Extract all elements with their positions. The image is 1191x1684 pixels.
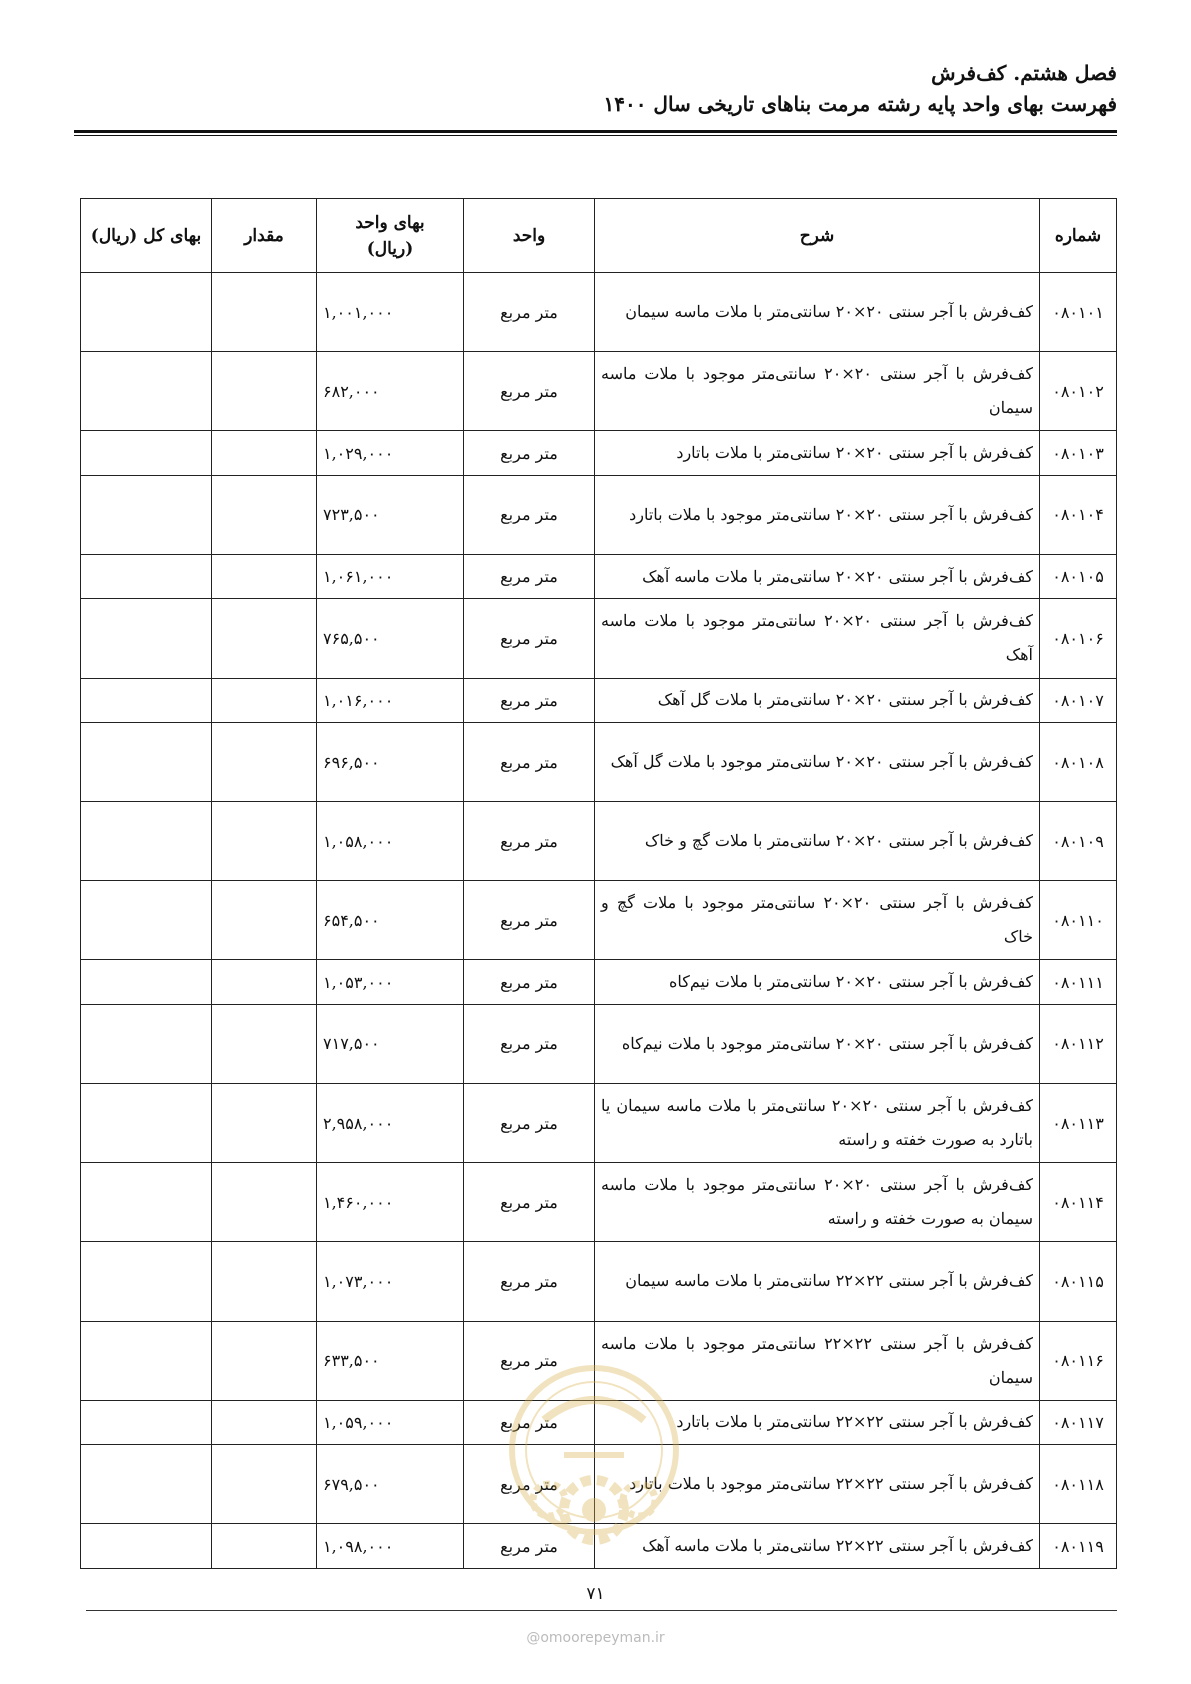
- row-code: ۰۸۰۱۱۰: [1040, 881, 1117, 960]
- row-quantity: [212, 960, 317, 1004]
- table-row: [81, 1084, 1117, 1163]
- row-total-price: [81, 352, 212, 431]
- table-row: [81, 475, 1117, 554]
- table-row: [81, 554, 1117, 598]
- row-unit: متر مربع: [464, 960, 595, 1004]
- row-code: ۰۸۰۱۰۴: [1040, 475, 1117, 554]
- table-row: [81, 352, 1117, 431]
- row-code: ۰۸۰۱۱۶: [1040, 1321, 1117, 1400]
- row-unit-price: ۱,۰۲۹,۰۰۰: [317, 431, 464, 475]
- column-header-description: شرح: [595, 199, 1040, 273]
- footer-rule: [86, 1610, 1117, 1611]
- row-unit: متر مربع: [464, 273, 595, 352]
- row-unit: متر مربع: [464, 722, 595, 801]
- row-quantity: [212, 1163, 317, 1242]
- row-quantity: [212, 1400, 317, 1444]
- row-description: کف‌فرش با آجر سنتی ۲۰×۲۰ سانتی‌متر با ملات ماسه آهک: [595, 554, 1040, 598]
- row-total-price: [81, 802, 212, 881]
- column-header-quantity: مقدار: [212, 199, 317, 273]
- row-quantity: [212, 1084, 317, 1163]
- page-header: [603, 58, 1117, 120]
- row-total-price: [81, 881, 212, 960]
- row-unit: متر مربع: [464, 599, 595, 678]
- row-unit: متر مربع: [464, 1400, 595, 1444]
- row-unit: متر مربع: [464, 431, 595, 475]
- row-total-price: [81, 431, 212, 475]
- row-description: کف‌فرش با آجر سنتی ۲۲×۲۲ سانتی‌متر با ملات ماسه سیمان: [595, 1242, 1040, 1321]
- row-unit-price: ۱,۰۵۹,۰۰۰: [317, 1400, 464, 1444]
- column-header-unit-price: [317, 199, 464, 273]
- row-quantity: [212, 599, 317, 678]
- row-unit: متر مربع: [464, 1004, 595, 1083]
- row-code: ۰۸۰۱۰۳: [1040, 431, 1117, 475]
- row-quantity: [212, 554, 317, 598]
- row-unit-price: ۶۸۲,۰۰۰: [317, 352, 464, 431]
- row-total-price: [81, 1400, 212, 1444]
- gear-seal-icon: [504, 1360, 684, 1600]
- row-description: کف‌فرش با آجر سنتی ۲۲×۲۲ سانتی‌متر موجود با ملات ماسه سیمان: [595, 1321, 1040, 1400]
- row-unit-price: ۷۱۷,۵۰۰: [317, 1004, 464, 1083]
- row-description: کف‌فرش با آجر سنتی ۲۰×۲۰ سانتی‌متر با ملات گل آهک: [595, 678, 1040, 722]
- table-row: [81, 678, 1117, 722]
- row-quantity: [212, 881, 317, 960]
- header-rule-thick: [74, 130, 1117, 133]
- row-description: کف‌فرش با آجر سنتی ۲۰×۲۰ سانتی‌متر با ملات گچ و خاک: [595, 802, 1040, 881]
- row-unit: متر مربع: [464, 1445, 595, 1524]
- row-quantity: [212, 1004, 317, 1083]
- row-description: کف‌فرش با آجر سنتی ۲۲×۲۲ سانتی‌متر با ملات باتارد: [595, 1400, 1040, 1444]
- row-unit-price: ۱,۰۰۱,۰۰۰: [317, 273, 464, 352]
- row-total-price: [81, 1242, 212, 1321]
- row-description: کف‌فرش با آجر سنتی ۲۰×۲۰ سانتی‌متر با ملات ماسه سیمان: [595, 273, 1040, 352]
- unit-price-currency: (ریال): [366, 238, 414, 259]
- table-row: [81, 722, 1117, 801]
- row-unit: متر مربع: [464, 1524, 595, 1569]
- row-unit-price: ۶۹۶,۵۰۰: [317, 722, 464, 801]
- row-quantity: [212, 1242, 317, 1321]
- row-code: ۰۸۰۱۰۹: [1040, 802, 1117, 881]
- row-code: ۰۸۰۱۰۵: [1040, 554, 1117, 598]
- unit-price-label: بهای واحد: [355, 212, 425, 233]
- row-total-price: [81, 1084, 212, 1163]
- row-description: کف‌فرش با آجر سنتی ۲۰×۲۰ سانتی‌متر با ملات باتارد: [595, 431, 1040, 475]
- row-unit-price: ۱,۰۹۸,۰۰۰: [317, 1524, 464, 1569]
- row-unit: متر مربع: [464, 1242, 595, 1321]
- row-code: ۰۸۰۱۱۳: [1040, 1084, 1117, 1163]
- row-unit: متر مربع: [464, 554, 595, 598]
- row-total-price: [81, 960, 212, 1004]
- row-unit-price: ۲,۹۵۸,۰۰۰: [317, 1084, 464, 1163]
- row-total-price: [81, 1445, 212, 1524]
- row-unit-price: ۱,۴۶۰,۰۰۰: [317, 1163, 464, 1242]
- row-total-price: [81, 554, 212, 598]
- row-unit: متر مربع: [464, 352, 595, 431]
- row-total-price: [81, 273, 212, 352]
- row-total-price: [81, 1321, 212, 1400]
- row-quantity: [212, 802, 317, 881]
- table-row: [81, 802, 1117, 881]
- row-unit-price: ۶۳۳,۵۰۰: [317, 1321, 464, 1400]
- row-unit: متر مربع: [464, 1084, 595, 1163]
- row-unit-price: ۱,۰۷۳,۰۰۰: [317, 1242, 464, 1321]
- row-description: کف‌فرش با آجر سنتی ۲۰×۲۰ سانتی‌متر موجود با ملات گل آهک: [595, 722, 1040, 801]
- table-row: [81, 431, 1117, 475]
- row-description: کف‌فرش با آجر سنتی ۲۰×۲۰ سانتی‌متر موجود با ملات گچ و خاک: [595, 881, 1040, 960]
- row-unit-price: ۶۵۴,۵۰۰: [317, 881, 464, 960]
- chapter-title: فصل هشتم. کف‌فرش: [931, 61, 1117, 85]
- row-description: کف‌فرش با آجر سنتی ۲۰×۲۰ سانتی‌متر با ملات ماسه سیمان یا باتارد به صورت خفته و راسته: [595, 1084, 1040, 1163]
- row-total-price: [81, 1163, 212, 1242]
- row-code: ۰۸۰۱۱۱: [1040, 960, 1117, 1004]
- row-total-price: [81, 1004, 212, 1083]
- row-description: کف‌فرش با آجر سنتی ۲۰×۲۰ سانتی‌متر موجود با ملات ماسه سیمان به صورت خفته و راسته: [595, 1163, 1040, 1242]
- row-code: ۰۸۰۱۰۶: [1040, 599, 1117, 678]
- table-row: [81, 881, 1117, 960]
- row-code: ۰۸۰۱۱۷: [1040, 1400, 1117, 1444]
- row-description: کف‌فرش با آجر سنتی ۲۰×۲۰ سانتی‌متر موجود با ملات نیم‌کاه: [595, 1004, 1040, 1083]
- row-quantity: [212, 722, 317, 801]
- row-unit: متر مربع: [464, 475, 595, 554]
- row-total-price: [81, 475, 212, 554]
- row-code: ۰۸۰۱۱۴: [1040, 1163, 1117, 1242]
- table-row: [81, 960, 1117, 1004]
- column-header-total-price: بهای کل (ریال): [81, 199, 212, 273]
- row-unit-price: ۷۶۵,۵۰۰: [317, 599, 464, 678]
- row-unit: متر مربع: [464, 1321, 595, 1400]
- row-unit-price: ۱,۰۶۱,۰۰۰: [317, 554, 464, 598]
- row-unit-price: ۶۷۹,۵۰۰: [317, 1445, 464, 1524]
- row-description: کف‌فرش با آجر سنتی ۲۲×۲۲ سانتی‌متر موجود با ملات باتارد: [595, 1445, 1040, 1524]
- row-quantity: [212, 273, 317, 352]
- row-quantity: [212, 431, 317, 475]
- row-quantity: [212, 352, 317, 431]
- row-code: ۰۸۰۱۰۱: [1040, 273, 1117, 352]
- row-quantity: [212, 1524, 317, 1569]
- page-number: ۷۱: [586, 1584, 605, 1604]
- row-total-price: [81, 678, 212, 722]
- row-total-price: [81, 1524, 212, 1569]
- row-description: کف‌فرش با آجر سنتی ۲۲×۲۲ سانتی‌متر با ملات ماسه آهک: [595, 1524, 1040, 1569]
- row-unit: متر مربع: [464, 881, 595, 960]
- row-code: ۰۸۰۱۰۸: [1040, 722, 1117, 801]
- row-description: کف‌فرش با آجر سنتی ۲۰×۲۰ سانتی‌متر موجود با ملات ماسه آهک: [595, 599, 1040, 678]
- row-unit-price: ۱,۰۵۸,۰۰۰: [317, 802, 464, 881]
- row-quantity: [212, 1445, 317, 1524]
- table-row: [81, 273, 1117, 352]
- website-watermark: @omoorepeyman.ir: [526, 1630, 665, 1646]
- table-header-row: [81, 199, 1117, 273]
- table-row: [81, 1163, 1117, 1242]
- row-unit-price: ۱,۰۵۳,۰۰۰: [317, 960, 464, 1004]
- row-total-price: [81, 722, 212, 801]
- row-unit: متر مربع: [464, 802, 595, 881]
- row-quantity: [212, 678, 317, 722]
- row-unit-price: ۷۲۳,۵۰۰: [317, 475, 464, 554]
- row-description: کف‌فرش با آجر سنتی ۲۰×۲۰ سانتی‌متر با ملات نیم‌کاه: [595, 960, 1040, 1004]
- row-code: ۰۸۰۱۱۲: [1040, 1004, 1117, 1083]
- row-description: کف‌فرش با آجر سنتی ۲۰×۲۰ سانتی‌متر موجود با ملات ماسه سیمان: [595, 352, 1040, 431]
- row-code: ۰۸۰۱۱۹: [1040, 1524, 1117, 1569]
- row-quantity: [212, 1321, 317, 1400]
- row-unit-price: ۱,۰۱۶,۰۰۰: [317, 678, 464, 722]
- table-row: [81, 599, 1117, 678]
- table-row: [81, 1004, 1117, 1083]
- row-description: کف‌فرش با آجر سنتی ۲۰×۲۰ سانتی‌متر موجود با ملات باتارد: [595, 475, 1040, 554]
- column-header-unit: واحد: [464, 199, 595, 273]
- table-row: [81, 1242, 1117, 1321]
- row-code: ۰۸۰۱۱۸: [1040, 1445, 1117, 1524]
- header-rule-thin: [74, 135, 1117, 136]
- document-subtitle: فهرست بهای واحد پایه رشته مرمت بناهای تاریخی سال ۱۴۰۰: [603, 92, 1117, 116]
- column-header-code: شماره: [1040, 199, 1117, 273]
- row-total-price: [81, 599, 212, 678]
- row-code: ۰۸۰۱۱۵: [1040, 1242, 1117, 1321]
- row-unit: متر مربع: [464, 1163, 595, 1242]
- row-code: ۰۸۰۱۰۲: [1040, 352, 1117, 431]
- row-quantity: [212, 475, 317, 554]
- row-code: ۰۸۰۱۰۷: [1040, 678, 1117, 722]
- row-unit: متر مربع: [464, 678, 595, 722]
